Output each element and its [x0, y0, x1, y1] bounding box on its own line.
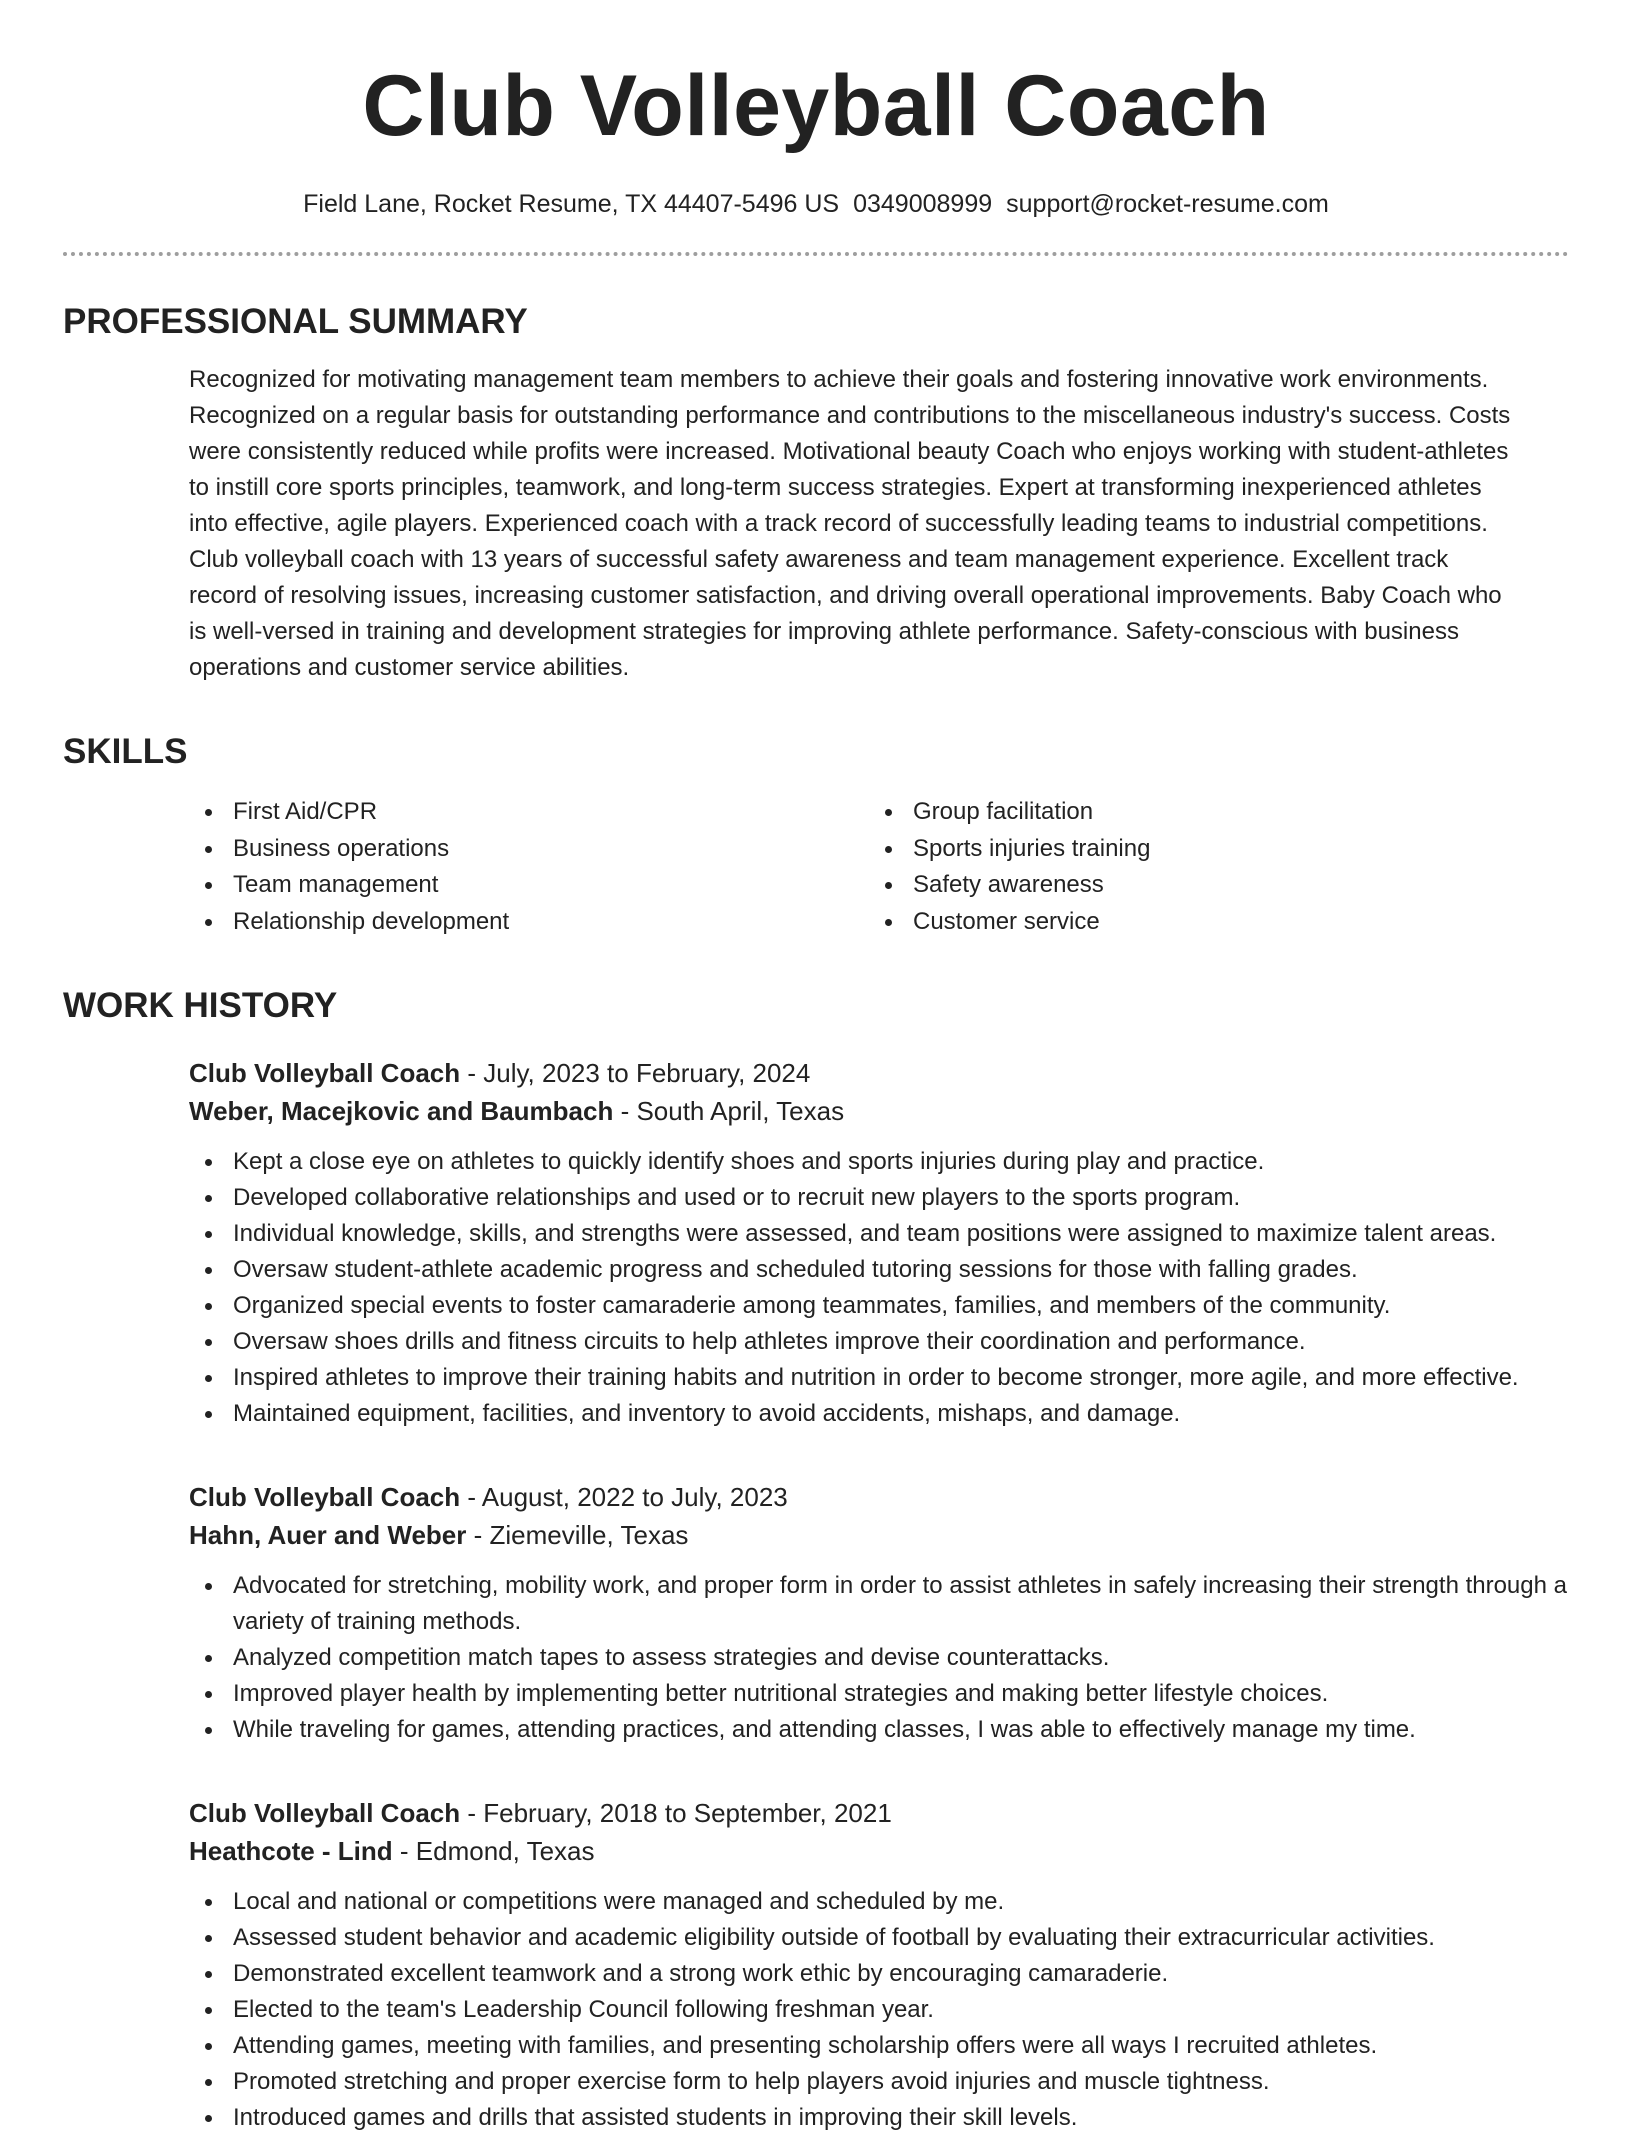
job-bullet: Advocated for stretching, mobility work, and proper form in order to assist athletes in safely increasing their strength through a variety of training methods. — [189, 1568, 1569, 1640]
job-entry — [189, 1478, 1569, 1748]
skills-column-left — [189, 794, 869, 940]
contact-address: Field Lane, Rocket Resume, TX 44407-5496 US — [303, 190, 840, 218]
work-history-title: WORK HISTORY — [63, 986, 338, 1025]
job-bullet: Organized special events to foster camaraderie among teammates, families, and members of the community. — [189, 1288, 1569, 1324]
job-dates: - August, 2022 to July, 2023 — [460, 1482, 788, 1512]
job-bullet: Inspired athletes to improve their training habits and nutrition in order to become stronger, more agile, and more effective. — [189, 1360, 1569, 1396]
summary-line: into effective, agile players. Experienced coach with a track record of successfully leading teams to industrial competitions. — [189, 510, 1488, 537]
skill-item: Business operations — [189, 831, 869, 868]
job-title-line — [189, 1478, 1569, 1516]
job-bullet: Kept a close eye on athletes to quickly identify shoes and sports injuries during play and practice. — [189, 1144, 1569, 1180]
job-bullet: Promoted stretching and proper exercise form to help players avoid injuries and muscle tightness. — [189, 2064, 1569, 2100]
job-company-line — [189, 1516, 1569, 1554]
summary-line: is well-versed in training and development strategies for improving athlete performance. Safety-conscious with business — [189, 618, 1459, 645]
skill-item: Team management — [189, 867, 869, 904]
job-bullets — [189, 1568, 1569, 1748]
skills-column-right — [869, 794, 1549, 940]
job-location: - Ziemeville, Texas — [466, 1520, 689, 1550]
contact-line — [63, 188, 1569, 220]
skill-item: Safety awareness — [869, 867, 1549, 904]
contact-phone: 0349008999 — [853, 190, 993, 218]
job-title-line — [189, 1054, 1569, 1092]
summary-line: operations and customer service abilities. — [189, 654, 630, 681]
skill-item: Group facilitation — [869, 794, 1549, 831]
job-company-line — [189, 1092, 1569, 1130]
job-dates: - July, 2023 to February, 2024 — [460, 1058, 811, 1088]
summary-line: were consistently reduced while profits were increased. Motivational beauty Coach who enjoys working with student-athletes — [189, 438, 1509, 465]
job-bullet: Local and national or competitions were managed and scheduled by me. — [189, 1884, 1569, 1920]
header-divider — [63, 252, 1569, 256]
skill-item: Relationship development — [189, 904, 869, 941]
job-bullet: Developed collaborative relationships and used or to recruit new players to the sports program. — [189, 1180, 1569, 1216]
job-location: - Edmond, Texas — [392, 1836, 595, 1866]
job-bullet: Maintained equipment, facilities, and inventory to avoid accidents, mishaps, and damage. — [189, 1396, 1569, 1432]
summary-line: record of resolving issues, increasing customer satisfaction, and driving overall operational improvements. Baby Coach who — [189, 582, 1502, 609]
summary-line: Recognized on a regular basis for outstanding performance and contributions to the miscellaneous industry's success. Costs — [189, 402, 1511, 429]
job-bullet: Analyzed competition match tapes to assess strategies and devise counterattacks. — [189, 1640, 1569, 1676]
job-bullet: Introduced games and drills that assisted students in improving their skill levels. — [189, 2100, 1569, 2136]
job-entry — [189, 1054, 1569, 1432]
job-title-line — [189, 1794, 1569, 1832]
job-bullet: Oversaw student-athlete academic progress and scheduled tutoring sessions for those with falling grades. — [189, 1252, 1569, 1288]
job-role: Club Volleyball Coach — [189, 1482, 461, 1512]
summary-title: PROFESSIONAL SUMMARY — [63, 302, 528, 341]
job-company-line — [189, 1832, 1569, 1870]
job-role: Club Volleyball Coach — [189, 1058, 461, 1088]
skill-item: First Aid/CPR — [189, 794, 869, 831]
job-bullet: While traveling for games, attending practices, and attending classes, I was able to effectively manage my time. — [189, 1712, 1569, 1748]
job-bullets — [189, 1144, 1569, 1432]
job-bullet: Oversaw shoes drills and fitness circuits to help athletes improve their coordination and performance. — [189, 1324, 1569, 1360]
summary-text — [189, 362, 1569, 686]
summary-line: Club volleyball coach with 13 years of successful safety awareness and team management experience. Excellent track — [189, 546, 1449, 573]
job-bullet: Attending games, meeting with families, and presenting scholarship offers were all ways I recruited athletes. — [189, 2028, 1569, 2064]
job-company: Weber, Macejkovic and Baumbach — [189, 1096, 614, 1126]
job-role: Club Volleyball Coach — [189, 1798, 461, 1828]
skill-item: Customer service — [869, 904, 1549, 941]
job-bullet: Elected to the team's Leadership Council following freshman year. — [189, 1992, 1569, 2028]
job-company: Heathcote - Lind — [189, 1836, 393, 1866]
skills-title: SKILLS — [63, 732, 188, 771]
job-bullets — [189, 1884, 1569, 2136]
job-bullet: Demonstrated excellent teamwork and a strong work ethic by encouraging camaraderie. — [189, 1956, 1569, 1992]
job-bullet: Improved player health by implementing better nutritional strategies and making better lifestyle choices. — [189, 1676, 1569, 1712]
summary-line: Recognized for motivating management team members to achieve their goals and fostering innovative work environments. — [189, 366, 1489, 393]
job-dates: - February, 2018 to September, 2021 — [460, 1798, 892, 1828]
job-bullet: Individual knowledge, skills, and strengths were assessed, and team positions were assigned to maximize talent areas. — [189, 1216, 1569, 1252]
job-location: - South April, Texas — [613, 1096, 845, 1126]
job-company: Hahn, Auer and Weber — [189, 1520, 467, 1550]
skills-list — [189, 794, 1569, 940]
resume-name: Club Volleyball Coach — [362, 58, 1270, 154]
job-bullet: Assessed student behavior and academic eligibility outside of football by evaluating their extracurricular activities. — [189, 1920, 1569, 1956]
skill-item: Sports injuries training — [869, 831, 1549, 868]
summary-line: to instill core sports principles, teamwork, and long-term success strategies. Expert at transforming inexperienced athletes — [189, 474, 1482, 501]
work-history — [189, 1054, 1569, 2136]
job-entry — [189, 1794, 1569, 2136]
contact-email: support@rocket-resume.com — [1006, 190, 1329, 218]
